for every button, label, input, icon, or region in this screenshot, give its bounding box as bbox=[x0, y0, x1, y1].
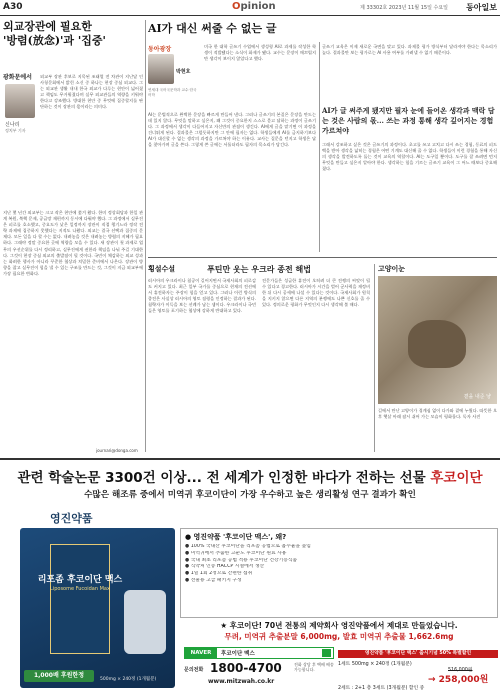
column-divider bbox=[145, 20, 146, 452]
author-block bbox=[148, 44, 200, 106]
left-column-article bbox=[3, 20, 143, 455]
price-box bbox=[338, 650, 498, 690]
mid-article-body-2: AI는 문법적으로 완벽한 문장을 빠르게 만들어 낸다. 그러나 글쓰기의 본질은 문장을 만드는 데 있지 않다. 무엇을 말하고 싶은지, 왜 그것이 중요한지 스스로 묻고 답하는 과정이 글쓰기다. 그 과정에서 생각이 다듬어지고 자신만의 관점이 생긴다. AI에게 글을 맡기면 이 과정을 건너뛰게 된다. 결과물은 그럴듯하지만 그 안에 필자는 없다. 학생들에게 AI를 금지하기보다 AI가 대신할 수 없는 생각의 과정을 가르쳐야 하는 이유다. 교사는 질문을 던지고 학생은 답을 찾아가며 글을 쓴다. 그렇게 쓴 글에는 서툴더라도 필자의 목소리가 담긴다. bbox=[148, 112, 316, 148]
product-name: 리포좀 후코이단 맥스 bbox=[37, 575, 123, 585]
contact-hint: 전화 상담 후 택배 배송 가능합니다. bbox=[294, 662, 334, 673]
ad-info-line: ● 국내 최초 리포좀 공법 적용 후코이단 건강기능식품 bbox=[185, 557, 298, 563]
ad-headline-highlight: 후코이단 bbox=[430, 470, 483, 486]
author-name: 신나리 bbox=[5, 122, 20, 128]
right-article-body-1: 글쓰기 교육은 이제 새로운 국면을 맞고 있다. 과제물 평가 방식부터 달라져야 한다는 목소리가 높다. 결과물만 보는 평가로는 AI 사용 여부를 가려낼 수 없기 때문이다. bbox=[322, 44, 497, 56]
price-banner: 영진약품 '후코이단 맥스' 출시기념 50% 특별할인 bbox=[338, 650, 498, 658]
ad-info-line: ● 선물용 고급 패키지 구성 bbox=[185, 577, 242, 583]
product-badge: 1,000배 후원한정 bbox=[24, 670, 94, 682]
right-column-article bbox=[322, 20, 497, 252]
advertisement bbox=[0, 458, 500, 691]
ad-info-title: ● 영진약품 '후코이단 맥스', 왜? bbox=[185, 533, 287, 541]
product-image bbox=[20, 528, 175, 688]
price-set: 1세트 500mg × 240정 (1개월분) bbox=[338, 662, 412, 667]
author-photo bbox=[148, 54, 174, 84]
photo-feature-label: 고양이눈 bbox=[378, 265, 406, 273]
ad-brand-logo: 영진약품 bbox=[50, 512, 93, 525]
section-title bbox=[232, 1, 276, 12]
ad-headline-main: 관련 학술논문 3300건 이상... 전 세계가 인정한 바다가 전하는 선물 bbox=[17, 470, 431, 486]
mid-article-title: AI가 대신 써줄 수 없는 글 bbox=[148, 22, 277, 35]
author-title: 정치부 기자 bbox=[5, 128, 26, 133]
column-divider bbox=[319, 42, 320, 252]
product-name-en: Liposome Fucoidan Max bbox=[50, 586, 110, 592]
author-photo bbox=[5, 84, 35, 118]
price-sale: → 258,000원 bbox=[428, 675, 489, 685]
column-divider bbox=[374, 264, 375, 452]
ad-subheadline: 수많은 해조류 중에서 미역귀 후코이단이 가장 우수하고 높은 생리활성 연구 결과가 확인 bbox=[84, 490, 416, 500]
column-article bbox=[148, 264, 370, 444]
left-title-line2: '방렴(放念)'과 '집중' bbox=[3, 34, 106, 47]
column-article-title: 푸틴만 웃는 우크라 종전 해법 bbox=[207, 264, 311, 274]
product-spec: 500mg × 240정 (1개월분) bbox=[100, 677, 157, 682]
price-original: 516,000원 bbox=[448, 668, 473, 673]
cat-figure bbox=[408, 320, 466, 368]
ad-info-box bbox=[180, 528, 498, 618]
cat-photo bbox=[378, 276, 497, 404]
author-email: journari@donga.com bbox=[96, 448, 138, 453]
contact-website[interactable]: www.mitzwah.co.kr bbox=[208, 678, 275, 685]
search-icon bbox=[322, 649, 331, 657]
naver-search-box[interactable] bbox=[184, 647, 334, 659]
ad-info-line: ● 식약처 인증 HACCP 시설에서 생산 bbox=[185, 564, 265, 570]
photo-caption: 곁을 내준 냥 bbox=[463, 394, 491, 400]
right-article-body-2: 그래서 강조하고 싶은 것은 글쓰기의 과정이다. 초고를 쓰고 고치고 다시 쓰는 경험, 동료의 피드백을 받아 생각을 넓히는 경험은 어떤 기계도 대신해 줄 수 없다. 학생들이 이런 경험을 통해 자신의 생각을 발견하도록 돕는 것이 교육의 역할이다. AI는 도구일 뿐이다. 도구를 잘 쓰려면 먼저 무엇을 만들고 싶은지 알아야 한다. 생각하는 힘을 기르는 글쓰기 교육이 그 어느 때보다 중요해졌다. bbox=[322, 142, 497, 172]
ad-info-line: ● 미역귀에서 추출한 고순도 후코이단 원료 사용 bbox=[185, 550, 287, 556]
product-box bbox=[50, 544, 110, 654]
mid-column-article bbox=[148, 20, 316, 252]
ad-headline bbox=[0, 466, 500, 486]
naver-logo: NAVER bbox=[185, 648, 217, 658]
mid-article-body-1: 미국 한 대학 글쓰기 수업에서 생성형 AI로 과제를 작성한 학생이 적발됐다는 소식이 화제가 됐다. 교수는 문장이 매끄럽지만 생각이 보이지 않았다고 했다. bbox=[204, 44, 316, 62]
page-header bbox=[0, 0, 500, 16]
left-article-body-2: 지난 몇 년간 외교부는 크고 작은 현안에 쫓겨 왔다. 한미 정상회담과 한일 관계 복원, 북핵 문제, 공급망 재편까지 동시에 다뤄야 했다. 그 과정에서 실무진은 피로를 호소했고, 중요도가 낮은 일정까지 장관이 직접 챙기느라 정작 전략 과제에 집중하지 못했다는 지적도 나왔다. 외교는 결국 선택과 집중의 문제다. 모든 일을 다 할 수는 없다. 내려놓을 것은 내려놓는 방렴의 지혜가 필요하다. 그래야 정말 중요한 곳에 역량을 모을 수 있다. 새 장관이 첫 과제로 업무의 우선순위를 다시 정리하고, 실무진에게 권한과 책임을 나눠 주길 기대한다. 그것이 현장 중심 외교의 출발점이 될 것이다. 국민이 체감하는 외교 성과는 화려한 행사가 아니라 꾸준한 협상과 치밀한 준비에서 나온다. 장관이 방향을 잡고 실무진이 힘을 낼 수 있는 구조를 만드는 것, 그것이 지금 외교부에 가장 필요한 변화다. bbox=[3, 210, 143, 276]
ad-info-line: ● 100% 국내산 후코이단을 리포좀 공법으로 흡수율을 높임 bbox=[185, 544, 311, 549]
photo-feature bbox=[378, 264, 497, 454]
ad-promo-line2: 무려, 미역귀 추출분말 6,000mg, 발효 미역귀 추출물 1,662.6mg bbox=[224, 632, 454, 641]
author-role: 연세대 국어국문학과 교수·한국어학 bbox=[148, 88, 197, 97]
price-note: 2세트 : 2+1 총 3세트 (3개월분) 할인 중 bbox=[338, 686, 425, 691]
product-bottle bbox=[124, 590, 166, 654]
column-tag: 동아광장 bbox=[148, 46, 172, 53]
column-body-2: 전문가들은 성급한 휴전이 오히려 더 큰 전쟁의 씨앗이 될 수 있다고 경고한다. 러시아가 시간을 벌어 군사력을 재정비한 뒤 다시 공세에 나설 수 있다는 것이다. 국제사회가 원칙을 지키지 않으면 다른 지역의 분쟁에도 나쁜 신호를 줄 수 있다. 정의로운 평화가 무엇인지 다시 생각해 볼 때다. bbox=[262, 278, 370, 308]
column-label: 횡설수설 bbox=[148, 265, 176, 273]
photo-description: 길에서 만난 고양이가 경계심 없이 다가와 곁에 누웠다. 따뜻한 오후 햇살 아래 잠시 쉬어 가는 모습이 평화롭다. 독자 사진 bbox=[378, 408, 497, 420]
contact-label: 문의전화 bbox=[184, 667, 204, 673]
section-divider bbox=[148, 257, 497, 258]
left-article-body-1: 외교부 장관 후보로 지목된 조태열 전 차관이 지난달 인사청문회에서 밝힌 소신 중 하나는 현장 중심 외교다. 그는 외교관 생활 내내 한국 외교가 다루는 현안이 넓어졌고 책임도 무거워졌다며 실무 외교관들의 역량을 키워야 한다고 강조했다. 방대한 현안 중 무엇에 집중할지를 판단하는 것이 장관의 몫이라는 의미다. bbox=[40, 74, 143, 110]
ad-promo bbox=[180, 620, 498, 646]
contact-phone[interactable]: 1800-4700 bbox=[210, 661, 282, 675]
naver-search-query: 후코이단 맥스 bbox=[221, 651, 255, 657]
section-title-o: O bbox=[232, 1, 241, 12]
column-body-1: 러시아의 우크라이나 침공이 길어지면서 국제사회의 피로감도 커지고 있다. 최근 일부 국가를 중심으로 현재의 전선에서 휴전하자는 주장이 힘을 얻고 있다. 그러나 이런 방식의 종전은 사실상 러시아의 영토 점령을 인정하는 결과가 된다. 침략자가 이득을 보는 선례가 남는 셈이다. 우크라이나 국민들은 영토를 포기하는 협상에 강하게 반대하고 있다. bbox=[148, 278, 256, 314]
left-title-line1: 외교장관에 필요한 bbox=[3, 20, 92, 33]
page-number: A30 bbox=[3, 2, 23, 12]
ad-promo-line1: ★ 후코이단! 70년 전통의 제약회사 영진약품에서 제대로 만들었습니다. bbox=[220, 621, 458, 630]
issue-meta: 제 33302호 2023년 11월 15일 수요일 bbox=[360, 5, 448, 11]
column-label: 광화문에서 bbox=[3, 74, 32, 81]
newspaper-logo: 동아일보 bbox=[466, 2, 497, 12]
ad-info-line: ● 1일 1회 2정으로 간편한 섭취 bbox=[185, 571, 253, 577]
author-name: 박현호 bbox=[176, 69, 191, 75]
section-title-rest: pinion bbox=[240, 1, 276, 12]
ad-contact bbox=[184, 660, 334, 690]
pull-quote: AI가 글 써주게 됐지만 필자 눈에 들어온 생각과 맥락 담는 것은 사람의 몫... 쓰는 과정 통해 생각 깊어지는 경험 가르쳐야 bbox=[322, 106, 495, 135]
left-article-title bbox=[3, 20, 143, 48]
